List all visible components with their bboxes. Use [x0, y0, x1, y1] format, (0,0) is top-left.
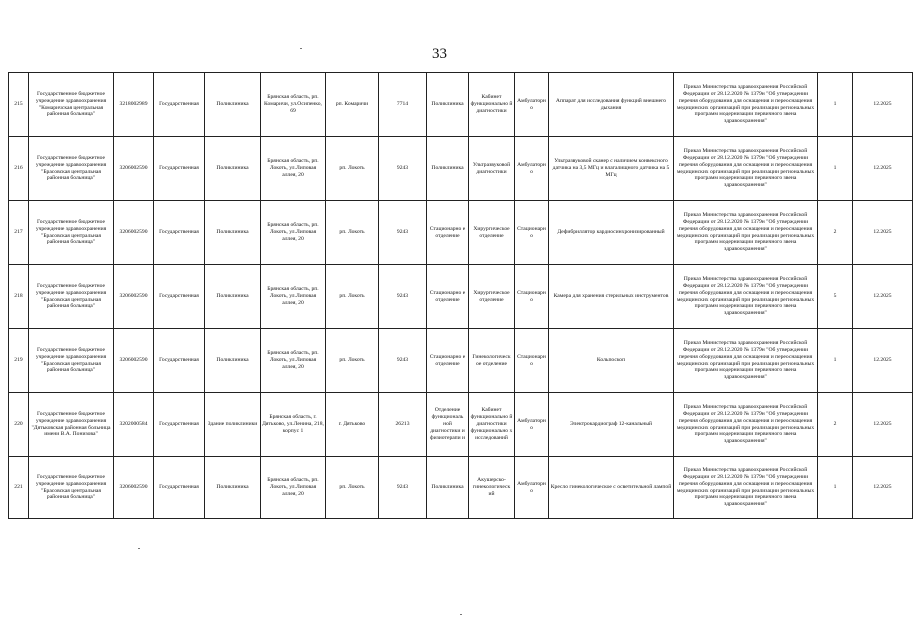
scan-speck [138, 548, 140, 549]
facility-address: Брянская область, рп. Локоть, ул.Липовая аллея, 20 [261, 137, 326, 201]
row-number: 221 [9, 457, 29, 519]
organization-name: Государственное бюджетное учреждение здравоохранения "Комаричская центральная районная больница" [29, 73, 114, 137]
population-count: 9243 [379, 265, 427, 329]
delivery-date: 12.2025 [853, 265, 913, 329]
inn-code: 3206002590 [114, 137, 154, 201]
delivery-date: 12.2025 [853, 393, 913, 457]
equipment-name: Дефибриллятор кардиосинхронизированный [549, 201, 674, 265]
table-row [9, 265, 913, 329]
department-name: Хирургическое отделение [469, 265, 515, 329]
table-row [9, 393, 913, 457]
department-name: Акушерско-гинекологическ ий [469, 457, 515, 519]
facility-address: Брянская область, рп. Локоть, ул.Липовая аллея, 20 [261, 265, 326, 329]
population-count: 9243 [379, 457, 427, 519]
population-count: 9243 [379, 329, 427, 393]
structural-unit: Стационарно е отделение [427, 201, 469, 265]
table-row [9, 329, 913, 393]
facility-address: Брянская область, рп. Локоть, ул.Липовая аллея, 20 [261, 329, 326, 393]
delivery-date: 12.2025 [853, 329, 913, 393]
inn-code: 3206002590 [114, 265, 154, 329]
scan-speck [460, 614, 462, 615]
facility-address: Брянская область, г. Дятьково, ул.Ленина, 218, корпус 1 [261, 393, 326, 457]
locality-name: рп. Комаричи [326, 73, 379, 137]
row-number: 220 [9, 393, 29, 457]
department-name: Хирургическое отделение [469, 201, 515, 265]
equipment-name: Кольпоскоп [549, 329, 674, 393]
equipment-quantity: 1 [818, 329, 853, 393]
inn-code: 3206002590 [114, 329, 154, 393]
legal-basis-order: Приказ Министерства здравоохранения Российской Федерации от 28.12.2020 № 1379н "Об утверждении перечня оборудования для оснащения и переоснащения медицинских организаций при реализации региональных программ модернизации первичного звена здравоохранения" [674, 137, 818, 201]
legal-basis-order: Приказ Министерства здравоохранения Российской Федерации от 28.12.2020 № 1379н "Об утверждении перечня оборудования для оснащения и переоснащения медицинских организаций при реализации региональных программ модернизации первичного звена здравоохранения" [674, 393, 818, 457]
organization-name: Государственное бюджетное учреждение здравоохранения "Брасовская центральная районная больница" [29, 137, 114, 201]
department-name: Гинекологическ ое отделение [469, 329, 515, 393]
legal-basis-order: Приказ Министерства здравоохранения Российской Федерации от 28.12.2020 № 1379н "Об утверждении перечня оборудования для оснащения и переоснащения медицинских организаций при реализации региональных программ модернизации первичного звена здравоохранения" [674, 457, 818, 519]
facility-address: Брянская область, рп. Локоть, ул.Липовая аллея, 20 [261, 457, 326, 519]
equipment-name: Электрокардиограф 12-канальный [549, 393, 674, 457]
delivery-date: 12.2025 [853, 201, 913, 265]
population-count: 7714 [379, 73, 427, 137]
ownership-form: Государственная [154, 265, 205, 329]
locality-name: рп. Локоть [326, 329, 379, 393]
inn-code: 3202000584 [114, 393, 154, 457]
row-number: 217 [9, 201, 29, 265]
organization-name: Государственное бюджетное учреждение здравоохранения "Брасовская центральная районная больница" [29, 265, 114, 329]
delivery-date: 12.2025 [853, 73, 913, 137]
structural-unit: Отделение функциональ ной диагностики и физиотерапи и [427, 393, 469, 457]
care-conditions: Стационарно [515, 329, 549, 393]
scan-speck [300, 48, 302, 49]
equipment-quantity: 1 [818, 137, 853, 201]
care-conditions: Амбулаторно [515, 393, 549, 457]
structural-unit: Поликлиника [427, 137, 469, 201]
locality-name: рп. Локоть [326, 201, 379, 265]
ownership-form: Государственная [154, 329, 205, 393]
equipment-name: Кресло гинекологическое с осветительной лампой [549, 457, 674, 519]
legal-basis-order: Приказ Министерства здравоохранения Российской Федерации от 28.12.2020 № 1379н "Об утверждении перечня оборудования для оснащения и переоснащения медицинских организаций при реализации региональных программ модернизации первичного звена здравоохранения" [674, 73, 818, 137]
department-name: Кабинет функционально й диагностики функционально х исследований [469, 393, 515, 457]
care-conditions: Амбулаторно [515, 457, 549, 519]
organization-name: Государственное бюджетное учреждение здравоохранения "Дятьковская районная больница имени В.А. Понизова" [29, 393, 114, 457]
equipment-name: Ультразвуковой сканер с наличием конвексного датчика на 3,5 МГц и влагалищного датчика на 5 МГц [549, 137, 674, 201]
department-name: Ультразвуковой диагностики [469, 137, 515, 201]
table-row [9, 73, 913, 137]
legal-basis-order: Приказ Министерства здравоохранения Российской Федерации от 28.12.2020 № 1379н "Об утверждении перечня оборудования для оснащения и переоснащения медицинских организаций при реализации региональных программ модернизации первичного звена здравоохранения" [674, 201, 818, 265]
table-row [9, 457, 913, 519]
organization-name: Государственное бюджетное учреждение здравоохранения "Брасовская центральная районная больница" [29, 329, 114, 393]
ownership-form: Государственная [154, 393, 205, 457]
locality-name: г. Дятьково [326, 393, 379, 457]
table-row [9, 137, 913, 201]
care-conditions: Стационарно [515, 265, 549, 329]
inn-code: 3206002590 [114, 457, 154, 519]
inn-code: 3218002989 [114, 73, 154, 137]
care-conditions: Стационарно [515, 201, 549, 265]
row-number: 219 [9, 329, 29, 393]
facility-type: Поликлиника [205, 201, 261, 265]
structural-unit: Стационарно е отделение [427, 329, 469, 393]
ownership-form: Государственная [154, 73, 205, 137]
table-row [9, 201, 913, 265]
population-count: 26213 [379, 393, 427, 457]
department-name: Кабинет функционально й диагностики [469, 73, 515, 137]
row-number: 218 [9, 265, 29, 329]
ownership-form: Государственная [154, 137, 205, 201]
facility-type: Здание поликлиники [205, 393, 261, 457]
ownership-form: Государственная [154, 457, 205, 519]
equipment-table [8, 72, 913, 519]
legal-basis-order: Приказ Министерства здравоохранения Российской Федерации от 28.12.2020 № 1379н "Об утверждении перечня оборудования для оснащения и переоснащения медицинских организаций при реализации региональных программ модернизации первичного звена здравоохранения" [674, 329, 818, 393]
row-number: 215 [9, 73, 29, 137]
equipment-quantity: 1 [818, 73, 853, 137]
locality-name: рп. Локоть [326, 265, 379, 329]
population-count: 9243 [379, 137, 427, 201]
facility-type: Поликлиника [205, 457, 261, 519]
page-number: 33 [432, 46, 447, 62]
inn-code: 3206002590 [114, 201, 154, 265]
ownership-form: Государственная [154, 201, 205, 265]
equipment-quantity: 5 [818, 265, 853, 329]
delivery-date: 12.2025 [853, 137, 913, 201]
care-conditions: Амбулаторно [515, 73, 549, 137]
facility-type: Поликлиника [205, 73, 261, 137]
equipment-quantity: 1 [818, 457, 853, 519]
equipment-quantity: 2 [818, 201, 853, 265]
equipment-name: Аппарат для исследования функций внешнего дыхания [549, 73, 674, 137]
care-conditions: Амбулаторно [515, 137, 549, 201]
equipment-name: Камера для хранения стерильных инструментов [549, 265, 674, 329]
locality-name: рп. Локоть [326, 457, 379, 519]
facility-type: Поликлиника [205, 265, 261, 329]
delivery-date: 12.2025 [853, 457, 913, 519]
structural-unit: Поликлиника [427, 457, 469, 519]
facility-type: Поликлиника [205, 137, 261, 201]
organization-name: Государственное бюджетное учреждение здравоохранения "Брасовская центральная районная больница" [29, 457, 114, 519]
facility-type: Поликлиника [205, 329, 261, 393]
locality-name: рп. Локоть [326, 137, 379, 201]
structural-unit: Стационарно е отделение [427, 265, 469, 329]
facility-address: Брянская область, рп. Комаричи, ул.Осипенко, 69 [261, 73, 326, 137]
legal-basis-order: Приказ Министерства здравоохранения Российской Федерации от 28.12.2020 № 1379н "Об утверждении перечня оборудования для оснащения и переоснащения медицинских организаций при реализации региональных программ модернизации первичного звена здравоохранения" [674, 265, 818, 329]
organization-name: Государственное бюджетное учреждение здравоохранения "Брасовская центральная районная больница" [29, 201, 114, 265]
structural-unit: Поликлиника [427, 73, 469, 137]
row-number: 216 [9, 137, 29, 201]
population-count: 9243 [379, 201, 427, 265]
facility-address: Брянская область, рп. Локоть, ул.Липовая аллея, 20 [261, 201, 326, 265]
equipment-quantity: 2 [818, 393, 853, 457]
